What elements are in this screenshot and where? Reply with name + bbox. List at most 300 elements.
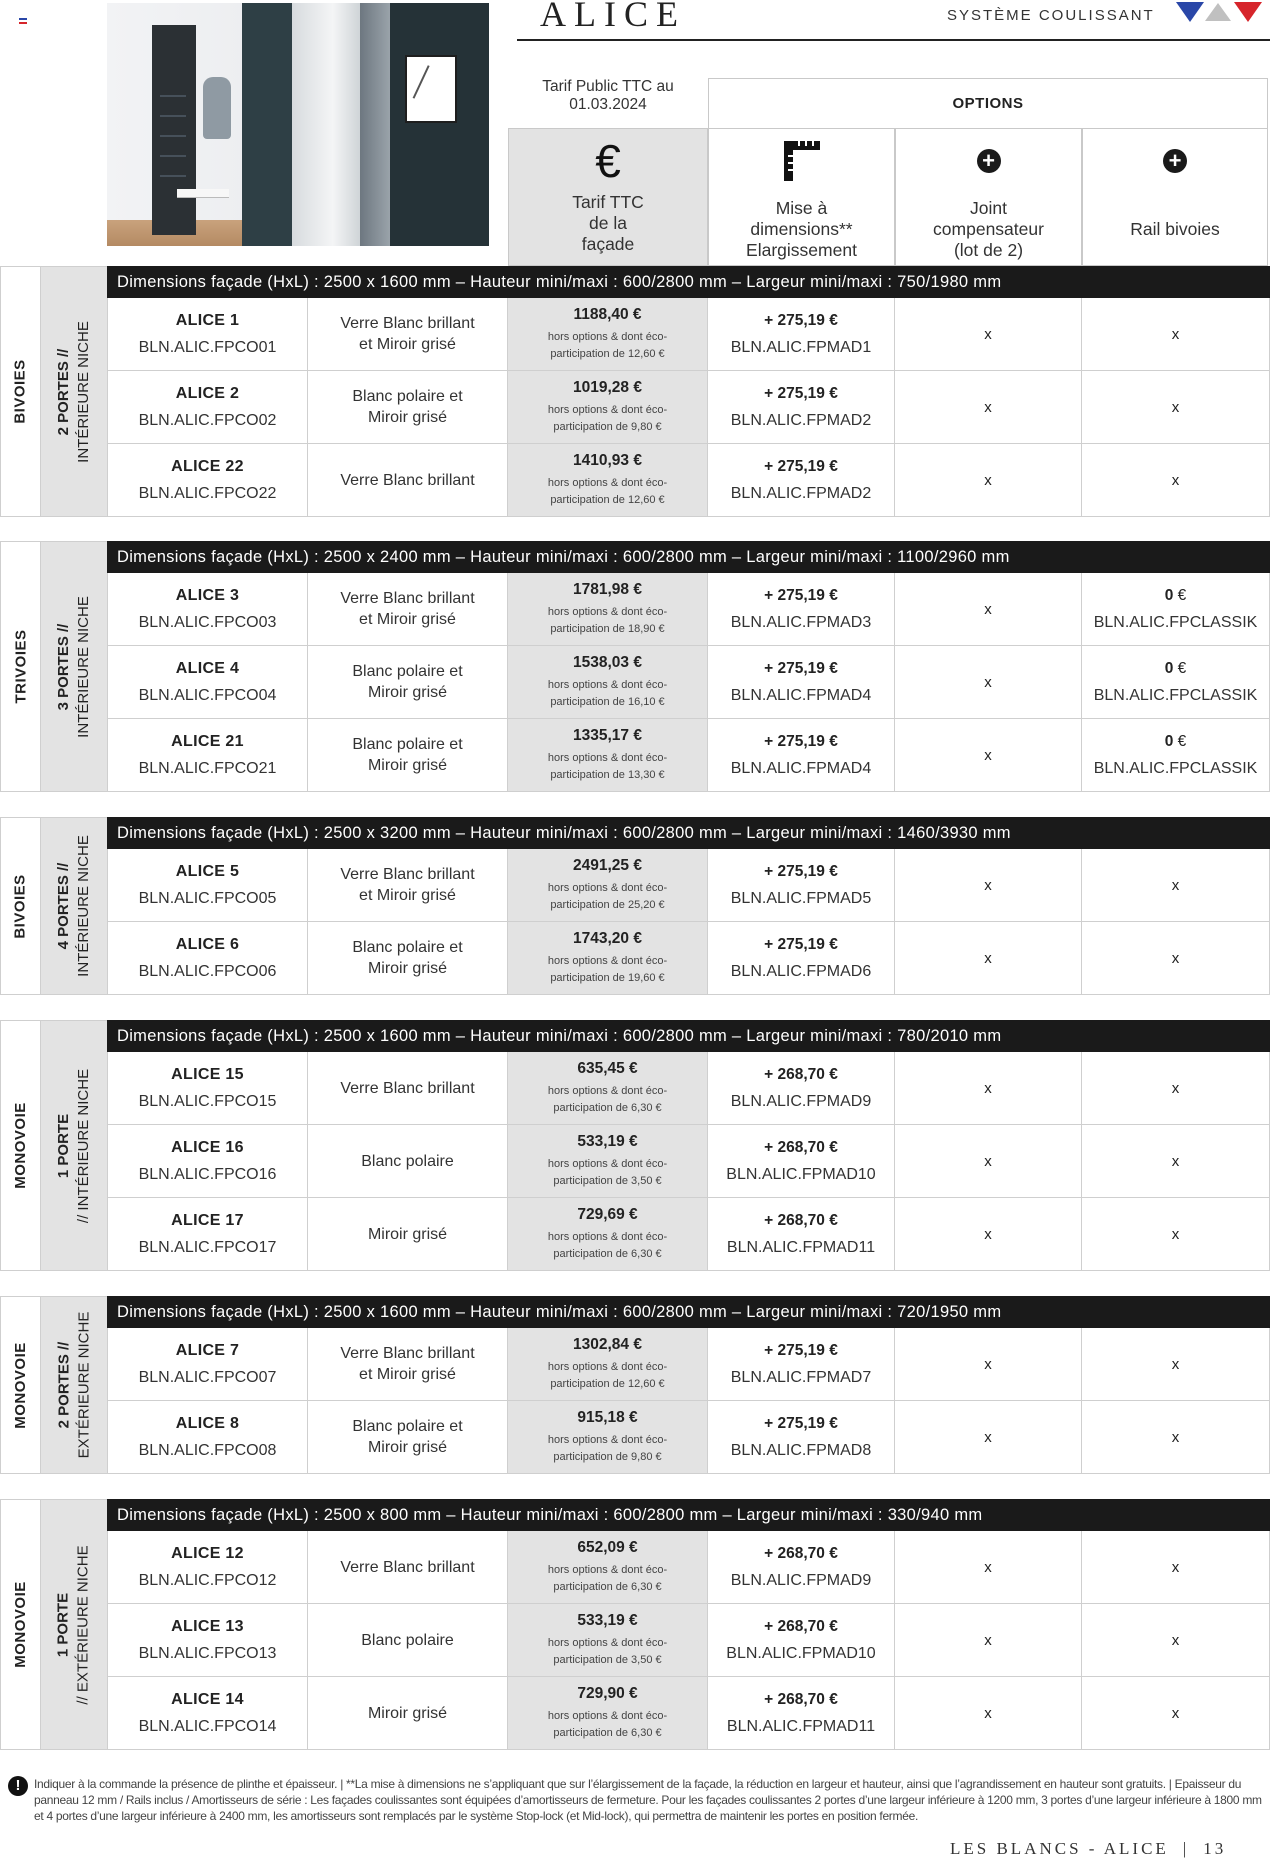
finish-text: Blanc polaire et Miroir grisé bbox=[352, 663, 463, 701]
model-name: ALICE 8 bbox=[175, 1414, 240, 1432]
mise-value: + 268,70 € bbox=[764, 1211, 838, 1229]
finish-cell bbox=[307, 371, 507, 443]
finish-text: Verre Blanc brillant et Miroir grisé bbox=[340, 1345, 475, 1383]
rail-cell bbox=[1081, 1198, 1270, 1270]
rail-value: 0 bbox=[1164, 732, 1174, 750]
section-group-label bbox=[0, 266, 41, 517]
model-ref: BLN.ALIC.FPCO07 bbox=[138, 1368, 277, 1386]
footer-separator: | bbox=[1182, 1839, 1190, 1858]
section-subgroup-label bbox=[41, 1499, 107, 1750]
mise-ref: BLN.ALIC.FPMAD3 bbox=[730, 613, 872, 631]
table-row bbox=[107, 1677, 1270, 1750]
group-text: MONOVOIE bbox=[12, 1102, 30, 1189]
price-cell bbox=[507, 1531, 707, 1603]
rail-value: 0 bbox=[1164, 659, 1174, 677]
subgroup-bold: 2 PORTES // bbox=[55, 348, 72, 435]
joint-cell bbox=[894, 1125, 1081, 1197]
model-cell bbox=[107, 1198, 307, 1270]
finish-text: Miroir grisé bbox=[367, 1225, 448, 1243]
model-cell bbox=[107, 1125, 307, 1197]
section-subgroup-label bbox=[41, 1296, 107, 1474]
alert-icon: ! bbox=[8, 1776, 28, 1796]
price-section bbox=[0, 1020, 1270, 1271]
header-tarif-column bbox=[508, 128, 708, 266]
model-ref: BLN.ALIC.FPCO05 bbox=[138, 889, 277, 907]
subgroup-bold: 1 PORTE bbox=[55, 1592, 73, 1657]
model-name: ALICE 2 bbox=[175, 384, 240, 402]
joint-cell bbox=[894, 1052, 1081, 1124]
joint-value: x bbox=[984, 673, 992, 691]
section-subgroup-label bbox=[41, 266, 107, 517]
price-note: hors options & dont éco-participation de 3,50 € bbox=[547, 1157, 668, 1187]
price-value: 729,69 € bbox=[577, 1205, 638, 1223]
model-cell bbox=[107, 444, 307, 516]
price-cell bbox=[507, 1125, 707, 1197]
mise-ref: BLN.ALIC.FPMAD10 bbox=[726, 1165, 876, 1183]
model-ref: BLN.ALIC.FPCO08 bbox=[138, 1441, 277, 1459]
mise-ref: BLN.ALIC.FPMAD4 bbox=[730, 686, 872, 704]
finish-cell bbox=[307, 444, 507, 516]
mise-value: + 275,19 € bbox=[764, 732, 838, 750]
section-subgroup-label bbox=[41, 541, 107, 792]
plus-circle-icon: + bbox=[1163, 149, 1187, 173]
mise-value: + 275,19 € bbox=[764, 311, 838, 329]
mise-cell bbox=[707, 1604, 894, 1676]
joint-cell bbox=[894, 719, 1081, 791]
price-note: hors options & dont éco-participation de 12,60 € bbox=[547, 1360, 668, 1390]
price-cell bbox=[507, 1604, 707, 1676]
price-cell bbox=[507, 371, 707, 443]
group-text: MONOVOIE bbox=[12, 1581, 30, 1668]
mise-value: + 268,70 € bbox=[764, 1617, 838, 1635]
subgroup-bold: 4 PORTES // bbox=[55, 862, 72, 950]
euro-icon: € bbox=[595, 134, 621, 187]
model-cell bbox=[107, 1328, 307, 1400]
mise-value: + 268,70 € bbox=[764, 1065, 838, 1083]
mise-ref: BLN.ALIC.FPMAD6 bbox=[730, 962, 872, 980]
brand-title: ALICE bbox=[540, 0, 686, 34]
model-name: ALICE 6 bbox=[175, 935, 240, 953]
model-name: ALICE 12 bbox=[171, 1544, 244, 1562]
model-name: ALICE 7 bbox=[175, 1341, 240, 1359]
flag-mini-icon bbox=[19, 18, 27, 24]
header-rail-column bbox=[1082, 128, 1268, 266]
mise-cell bbox=[707, 849, 894, 921]
price-cell bbox=[507, 646, 707, 718]
price-cell bbox=[507, 849, 707, 921]
joint-value: x bbox=[984, 1558, 992, 1576]
model-ref: BLN.ALIC.FPCO14 bbox=[138, 1717, 277, 1735]
table-row bbox=[107, 298, 1270, 371]
finish-text: Verre Blanc brillant et Miroir grisé bbox=[340, 866, 475, 904]
joint-cell bbox=[894, 646, 1081, 718]
rail-value: x bbox=[1171, 325, 1180, 343]
price-value: 1743,20 € bbox=[573, 929, 642, 947]
mise-ref: BLN.ALIC.FPMAD2 bbox=[730, 411, 872, 429]
section-group-label bbox=[0, 1499, 41, 1750]
price-cell bbox=[507, 1401, 707, 1473]
table-row bbox=[107, 1198, 1270, 1271]
table-row bbox=[107, 646, 1270, 719]
finish-cell bbox=[307, 573, 507, 645]
rail-cell bbox=[1081, 922, 1270, 994]
rail-cell bbox=[1081, 573, 1270, 645]
table-row bbox=[107, 1401, 1270, 1474]
price-cell bbox=[507, 298, 707, 370]
joint-value: x bbox=[984, 1704, 992, 1722]
rail-cell bbox=[1081, 1604, 1270, 1676]
model-ref: BLN.ALIC.FPCO15 bbox=[138, 1092, 277, 1110]
model-ref: BLN.ALIC.FPCO13 bbox=[138, 1644, 277, 1662]
mise-value: + 268,70 € bbox=[764, 1690, 838, 1708]
joint-cell bbox=[894, 298, 1081, 370]
model-name: ALICE 5 bbox=[175, 862, 240, 880]
model-cell bbox=[107, 371, 307, 443]
price-note: hors options & dont éco-participation de 6,30 € bbox=[547, 1563, 668, 1593]
model-ref: BLN.ALIC.FPCO03 bbox=[138, 613, 277, 631]
mise-cell bbox=[707, 922, 894, 994]
joint-cell bbox=[894, 1401, 1081, 1473]
rail-value: x bbox=[1171, 876, 1180, 894]
price-note: hors options & dont éco-participation de 9,80 € bbox=[547, 1433, 668, 1463]
rail-ref: BLN.ALIC.FPCLASSIK bbox=[1093, 759, 1258, 777]
joint-cell bbox=[894, 573, 1081, 645]
finish-cell bbox=[307, 1125, 507, 1197]
finish-cell bbox=[307, 298, 507, 370]
model-cell bbox=[107, 298, 307, 370]
mise-value: + 275,19 € bbox=[764, 586, 838, 604]
rail-cell bbox=[1081, 298, 1270, 370]
model-name: ALICE 14 bbox=[171, 1690, 244, 1708]
finish-cell bbox=[307, 1677, 507, 1749]
price-cell bbox=[507, 719, 707, 791]
subgroup-text: INTÉRIEURE NICHE bbox=[75, 835, 92, 977]
mise-value: + 275,19 € bbox=[764, 384, 838, 402]
joint-value: x bbox=[984, 325, 992, 343]
joint-value: x bbox=[984, 1355, 992, 1373]
subgroup-text: EXTÉRIEURE NICHE bbox=[75, 1311, 93, 1459]
finish-cell bbox=[307, 646, 507, 718]
model-ref: BLN.ALIC.FPCO12 bbox=[138, 1571, 277, 1589]
price-section bbox=[0, 817, 1270, 995]
joint-cell bbox=[894, 1604, 1081, 1676]
rail-cell bbox=[1081, 1052, 1270, 1124]
mise-ref: BLN.ALIC.FPMAD4 bbox=[730, 759, 872, 777]
price-cell bbox=[507, 1052, 707, 1124]
model-ref: BLN.ALIC.FPCO21 bbox=[138, 759, 277, 777]
model-cell bbox=[107, 849, 307, 921]
price-cell bbox=[507, 1677, 707, 1749]
joint-value: x bbox=[984, 600, 992, 618]
group-text: BIVOIES bbox=[12, 873, 30, 939]
header-joint-column bbox=[895, 128, 1082, 266]
price-value: 533,19 € bbox=[577, 1611, 638, 1629]
price-value: 635,45 € bbox=[577, 1059, 638, 1077]
price-value: 2491,25 € bbox=[573, 856, 642, 874]
table-row bbox=[107, 719, 1270, 792]
dimensions-banner: Dimensions façade (HxL) : 2500 x 3200 mm – Hauteur mini/maxi : 600/2800 mm – Largeur mini/maxi : 1460/3930 mm bbox=[107, 817, 1270, 849]
price-note: hors options & dont éco-participation de 18,90 € bbox=[547, 605, 668, 635]
joint-value: x bbox=[984, 1079, 992, 1097]
joint-cell bbox=[894, 1531, 1081, 1603]
section-group-label bbox=[0, 541, 41, 792]
group-text: MONOVOIE bbox=[12, 1341, 30, 1429]
section-group-label bbox=[0, 1020, 41, 1271]
mise-cell bbox=[707, 1198, 894, 1270]
mise-value: + 275,19 € bbox=[764, 1341, 838, 1359]
table-row bbox=[107, 371, 1270, 444]
finish-text: Blanc polaire et Miroir grisé bbox=[352, 736, 463, 774]
price-section bbox=[0, 1499, 1270, 1750]
finish-text: Verre Blanc brillant et Miroir grisé bbox=[340, 590, 475, 628]
price-cell bbox=[507, 573, 707, 645]
rail-ref: BLN.ALIC.FPCLASSIK bbox=[1093, 686, 1258, 704]
mise-cell bbox=[707, 1677, 894, 1749]
price-value: 1410,93 € bbox=[573, 451, 642, 469]
model-cell bbox=[107, 1052, 307, 1124]
price-value: 1335,17 € bbox=[573, 726, 642, 744]
joint-cell bbox=[894, 444, 1081, 516]
rail-value: x bbox=[1171, 471, 1180, 489]
table-row bbox=[107, 444, 1270, 517]
system-label: SYSTÈME COULISSANT bbox=[947, 7, 1155, 24]
model-name: ALICE 1 bbox=[175, 311, 240, 329]
group-text: TRIVOIES bbox=[12, 629, 30, 704]
joint-value: x bbox=[984, 471, 992, 489]
dimensions-banner: Dimensions façade (HxL) : 2500 x 2400 mm – Hauteur mini/maxi : 600/2800 mm – Largeur mini/maxi : 1100/2960 mm bbox=[107, 541, 1270, 573]
finish-text: Blanc polaire et Miroir grisé bbox=[352, 1418, 463, 1456]
price-note: hors options & dont éco-participation de 9,80 € bbox=[547, 403, 668, 433]
joint-cell bbox=[894, 922, 1081, 994]
model-ref: BLN.ALIC.FPCO01 bbox=[138, 338, 277, 356]
model-name: ALICE 13 bbox=[171, 1617, 244, 1635]
rail-cell bbox=[1081, 1677, 1270, 1749]
finish-text: Verre Blanc brillant bbox=[340, 1558, 475, 1576]
rail-cell bbox=[1081, 1531, 1270, 1603]
section-group-label bbox=[0, 817, 41, 995]
joint-cell bbox=[894, 371, 1081, 443]
model-cell bbox=[107, 573, 307, 645]
price-value: 533,19 € bbox=[577, 1132, 638, 1150]
dimensions-banner: Dimensions façade (HxL) : 2500 x 800 mm – Hauteur mini/maxi : 600/2800 mm – Largeur mini/maxi : 330/940 mm bbox=[107, 1499, 1270, 1531]
model-name: ALICE 22 bbox=[171, 457, 244, 475]
mise-cell bbox=[707, 1125, 894, 1197]
model-name: ALICE 15 bbox=[171, 1065, 244, 1083]
finish-cell bbox=[307, 1198, 507, 1270]
dimensions-banner: Dimensions façade (HxL) : 2500 x 1600 mm – Hauteur mini/maxi : 600/2800 mm – Largeur mini/maxi : 720/1950 mm bbox=[107, 1296, 1270, 1328]
rail-value: x bbox=[1171, 1152, 1180, 1170]
mise-value: + 275,19 € bbox=[764, 457, 838, 475]
rail-value: x bbox=[1171, 1704, 1180, 1722]
mise-ref: BLN.ALIC.FPMAD2 bbox=[730, 484, 872, 502]
price-note: hors options & dont éco-participation de 19,60 € bbox=[547, 954, 668, 984]
price-section bbox=[0, 541, 1270, 792]
finish-text: Blanc polaire bbox=[361, 1152, 454, 1170]
model-cell bbox=[107, 719, 307, 791]
subgroup-text: INTÉRIEURE NICHE bbox=[75, 595, 92, 738]
joint-value: x bbox=[984, 876, 992, 894]
euro-sign: € bbox=[1177, 659, 1187, 677]
finish-text: Blanc polaire et Miroir grisé bbox=[352, 939, 463, 977]
euro-sign: € bbox=[1177, 586, 1187, 604]
table-row bbox=[107, 922, 1270, 995]
model-ref: BLN.ALIC.FPCO06 bbox=[138, 962, 277, 980]
section-subgroup-label bbox=[41, 817, 107, 995]
rail-cell bbox=[1081, 1401, 1270, 1473]
model-cell bbox=[107, 1401, 307, 1473]
price-value: 652,09 € bbox=[577, 1538, 638, 1556]
finish-text: Verre Blanc brillant bbox=[340, 1079, 475, 1097]
rail-cell bbox=[1081, 371, 1270, 443]
mise-value: + 275,19 € bbox=[764, 862, 838, 880]
finish-cell bbox=[307, 1531, 507, 1603]
mise-cell bbox=[707, 719, 894, 791]
price-cell bbox=[507, 444, 707, 516]
footnote bbox=[8, 1776, 1270, 1824]
model-cell bbox=[107, 646, 307, 718]
page-number: 13 bbox=[1203, 1839, 1227, 1858]
subgroup-bold: 2 PORTES // bbox=[55, 1341, 73, 1429]
finish-cell bbox=[307, 1401, 507, 1473]
mise-cell bbox=[707, 1328, 894, 1400]
model-cell bbox=[107, 1677, 307, 1749]
table-row bbox=[107, 1125, 1270, 1198]
header-rail-label: Rail bivoies bbox=[1130, 218, 1220, 239]
options-header: OPTIONS bbox=[708, 78, 1268, 128]
mise-ref: BLN.ALIC.FPMAD7 bbox=[730, 1368, 872, 1386]
table-row bbox=[107, 849, 1270, 922]
model-name: ALICE 4 bbox=[175, 659, 240, 677]
dimensions-banner: Dimensions façade (HxL) : 2500 x 1600 mm – Hauteur mini/maxi : 600/2800 mm – Largeur mini/maxi : 750/1980 mm bbox=[107, 266, 1270, 298]
section-group-label bbox=[0, 1296, 41, 1474]
joint-cell bbox=[894, 1677, 1081, 1749]
mise-ref: BLN.ALIC.FPMAD8 bbox=[730, 1441, 872, 1459]
table-row bbox=[107, 1531, 1270, 1604]
dimensions-banner: Dimensions façade (HxL) : 2500 x 1600 mm – Hauteur mini/maxi : 600/2800 mm – Largeur mini/maxi : 780/2010 mm bbox=[107, 1020, 1270, 1052]
mise-ref: BLN.ALIC.FPMAD5 bbox=[730, 889, 872, 907]
price-note: hors options & dont éco-participation de 6,30 € bbox=[547, 1230, 668, 1260]
joint-cell bbox=[894, 849, 1081, 921]
model-ref: BLN.ALIC.FPCO04 bbox=[138, 686, 277, 704]
rail-cell bbox=[1081, 1125, 1270, 1197]
price-value: 729,90 € bbox=[577, 1684, 638, 1702]
flag-triangle-blue-icon bbox=[1176, 2, 1204, 22]
finish-text: Blanc polaire bbox=[361, 1631, 454, 1649]
rail-value: x bbox=[1171, 1631, 1180, 1649]
model-cell bbox=[107, 922, 307, 994]
finish-cell bbox=[307, 922, 507, 994]
finish-text: Miroir grisé bbox=[367, 1704, 448, 1722]
rail-cell bbox=[1081, 719, 1270, 791]
rail-cell bbox=[1081, 1328, 1270, 1400]
price-value: 1188,40 € bbox=[573, 305, 642, 323]
mise-cell bbox=[707, 1052, 894, 1124]
section-subgroup-label bbox=[41, 1020, 107, 1271]
header-joint-label: Joint compensateur (lot de 2) bbox=[933, 197, 1044, 260]
price-value: 1538,03 € bbox=[573, 653, 642, 671]
price-note: hors options & dont éco-participation de 6,30 € bbox=[547, 1084, 668, 1114]
ruler-icon bbox=[782, 139, 822, 183]
mise-value: + 275,19 € bbox=[764, 1414, 838, 1432]
mise-ref: BLN.ALIC.FPMAD10 bbox=[726, 1644, 876, 1662]
header-tarif-label: Tarif TTC de la façade bbox=[572, 191, 644, 254]
group-text: BIVOIES bbox=[12, 359, 30, 424]
euro-sign: € bbox=[1177, 732, 1187, 750]
subgroup-bold: 1 PORTE bbox=[55, 1113, 72, 1178]
header-mise-column bbox=[708, 128, 895, 266]
model-name: ALICE 3 bbox=[175, 586, 240, 604]
price-note: hors options & dont éco-participation de 16,10 € bbox=[547, 678, 668, 708]
subgroup-text: // INTÉRIEURE NICHE bbox=[75, 1068, 92, 1223]
joint-cell bbox=[894, 1198, 1081, 1270]
model-name: ALICE 21 bbox=[171, 732, 244, 750]
price-cell bbox=[507, 1198, 707, 1270]
mise-value: + 268,70 € bbox=[764, 1138, 838, 1156]
model-name: ALICE 16 bbox=[171, 1138, 244, 1156]
page-footer bbox=[950, 1839, 1226, 1859]
rail-cell bbox=[1081, 646, 1270, 718]
joint-value: x bbox=[984, 1152, 992, 1170]
subgroup-text: INTÉRIEURE NICHE bbox=[75, 320, 92, 463]
mise-cell bbox=[707, 444, 894, 516]
rail-value: 0 bbox=[1164, 586, 1174, 604]
finish-cell bbox=[307, 849, 507, 921]
subgroup-text: // EXTÉRIEURE NICHE bbox=[75, 1544, 93, 1705]
joint-value: x bbox=[984, 746, 992, 764]
mise-cell bbox=[707, 298, 894, 370]
rail-cell bbox=[1081, 444, 1270, 516]
rail-ref: BLN.ALIC.FPCLASSIK bbox=[1093, 613, 1258, 631]
mise-value: + 275,19 € bbox=[764, 659, 838, 677]
price-note: hors options & dont éco-participation de 12,60 € bbox=[547, 476, 668, 506]
model-cell bbox=[107, 1531, 307, 1603]
model-ref: BLN.ALIC.FPCO02 bbox=[138, 411, 277, 429]
rail-value: x bbox=[1171, 1225, 1180, 1243]
finish-text: Blanc polaire et Miroir grisé bbox=[352, 388, 463, 426]
flag-triangle-red-icon bbox=[1234, 2, 1262, 22]
price-value: 1019,28 € bbox=[573, 378, 642, 396]
mise-ref: BLN.ALIC.FPMAD9 bbox=[730, 1092, 872, 1110]
price-note: hors options & dont éco-participation de 12,60 € bbox=[547, 330, 668, 360]
price-value: 915,18 € bbox=[577, 1408, 638, 1426]
price-value: 1781,98 € bbox=[573, 580, 642, 598]
price-cell bbox=[507, 1328, 707, 1400]
joint-cell bbox=[894, 1328, 1081, 1400]
mise-cell bbox=[707, 1401, 894, 1473]
plus-circle-icon: + bbox=[977, 149, 1001, 173]
footnote-text: Indiquer à la commande la présence de plinthe et épaisseur. | **La mise à dimensions ne s’appliquant que sur l’élargissement de la façade, la réduction en largeur et hauteur, ainsi que l’agrandissement en hauteur sont gratuits. | Epaisseur du panneau 12 mm / Rails inclus / Amortisseurs de série : Les façades coulissantes sont équipées d’amortisseurs de fermeture. Pour les façades coulissantes 2 portes d’une largeur inférieure à 1200 mm, 3 portes d’une largeur inférieure à 1800 mm et 4 portes d’une largeur inférieure à 2400 mm, les amortisseurs sont remplacés par le système Stop-lock (et Mid-lock), qui permettra de maintenir les portes en position fermée. bbox=[34, 1777, 1262, 1823]
mise-cell bbox=[707, 646, 894, 718]
rail-value: x bbox=[1171, 949, 1180, 967]
mise-cell bbox=[707, 1531, 894, 1603]
product-photo bbox=[107, 3, 489, 246]
joint-value: x bbox=[984, 1428, 992, 1446]
subgroup-bold: 3 PORTES // bbox=[55, 623, 72, 710]
model-ref: BLN.ALIC.FPCO16 bbox=[138, 1165, 277, 1183]
mise-ref: BLN.ALIC.FPMAD1 bbox=[730, 338, 872, 356]
finish-cell bbox=[307, 1604, 507, 1676]
joint-value: x bbox=[984, 949, 992, 967]
model-cell bbox=[107, 1604, 307, 1676]
price-section bbox=[0, 266, 1270, 517]
joint-value: x bbox=[984, 1631, 992, 1649]
finish-text: Verre Blanc brillant bbox=[340, 471, 475, 489]
mise-ref: BLN.ALIC.FPMAD11 bbox=[726, 1717, 876, 1735]
joint-value: x bbox=[984, 398, 992, 416]
footer-label: LES BLANCS - ALICE bbox=[950, 1839, 1169, 1858]
mise-value: + 275,19 € bbox=[764, 935, 838, 953]
model-name: ALICE 17 bbox=[171, 1211, 244, 1229]
